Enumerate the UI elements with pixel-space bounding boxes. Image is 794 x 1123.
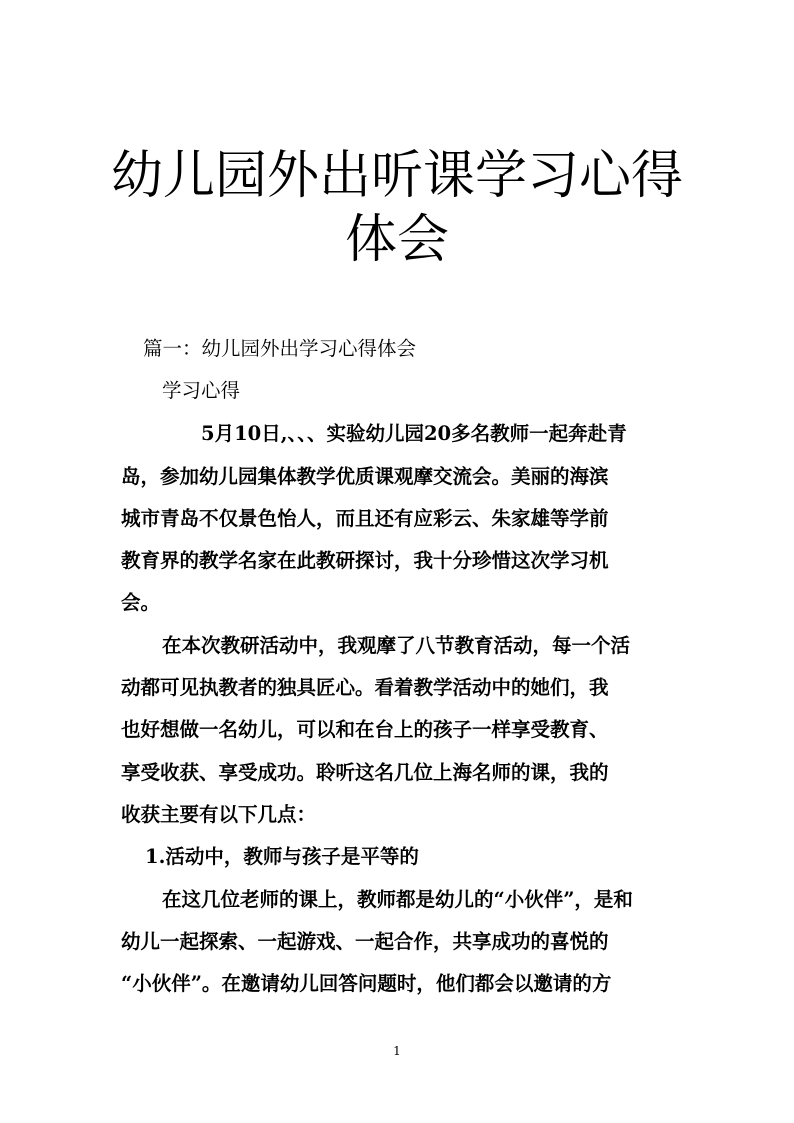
- numbered-point-heading: 1.活动中，教师与孩子是平等的: [145, 845, 419, 868]
- paragraph-line: 收获主要有以下几点：: [121, 803, 317, 826]
- subheading: 学习心得: [162, 379, 241, 402]
- paragraph-line: 在这几位老师的课上，教师都是幼儿的“小伙伴”，是和: [162, 888, 633, 911]
- paragraph-line: 享受收获、享受成功。聆听这名几位上海名师的课，我的: [121, 761, 609, 784]
- document-title-line-2: 体会: [344, 210, 449, 270]
- section-heading: 篇一：幼儿园外出学习心得体会: [143, 337, 417, 360]
- paragraph-line: 教育界的教学名家在此教研探讨，我十分珍惜这次学习机: [121, 549, 609, 572]
- paragraph-line: 幼儿一起探索、一起游戏、一起合作，共享成功的喜悦的: [121, 930, 609, 953]
- paragraph-line: 在本次教研活动中，我观摩了八节教育活动，每一个活: [162, 634, 631, 657]
- page-number: 1: [393, 1044, 401, 1058]
- paragraph-line: 也好想做一名幼儿，可以和在台上的孩子一样享受教育、: [121, 718, 609, 741]
- paragraph-line: “小伙伴”。在邀请幼儿回答问题时，他们都会以邀请的方: [121, 972, 612, 995]
- paragraph-line: 会。: [121, 591, 161, 614]
- paragraph-line: 5月10日,、、、实验幼儿园20多名教师一起奔赴青: [201, 422, 627, 445]
- paragraph-line: 动都可见执教者的独具匠心。看着教学活动中的她们，我: [121, 676, 609, 699]
- paragraph-line: 城市青岛不仅景色怡人，而且还有应彩云、朱家雄等学前: [121, 507, 609, 530]
- document-title-line-1: 幼儿园外出听课学习心得: [110, 146, 683, 206]
- paragraph-line: 岛，参加幼儿园集体教学优质课观摩交流会。美丽的海滨: [121, 465, 609, 488]
